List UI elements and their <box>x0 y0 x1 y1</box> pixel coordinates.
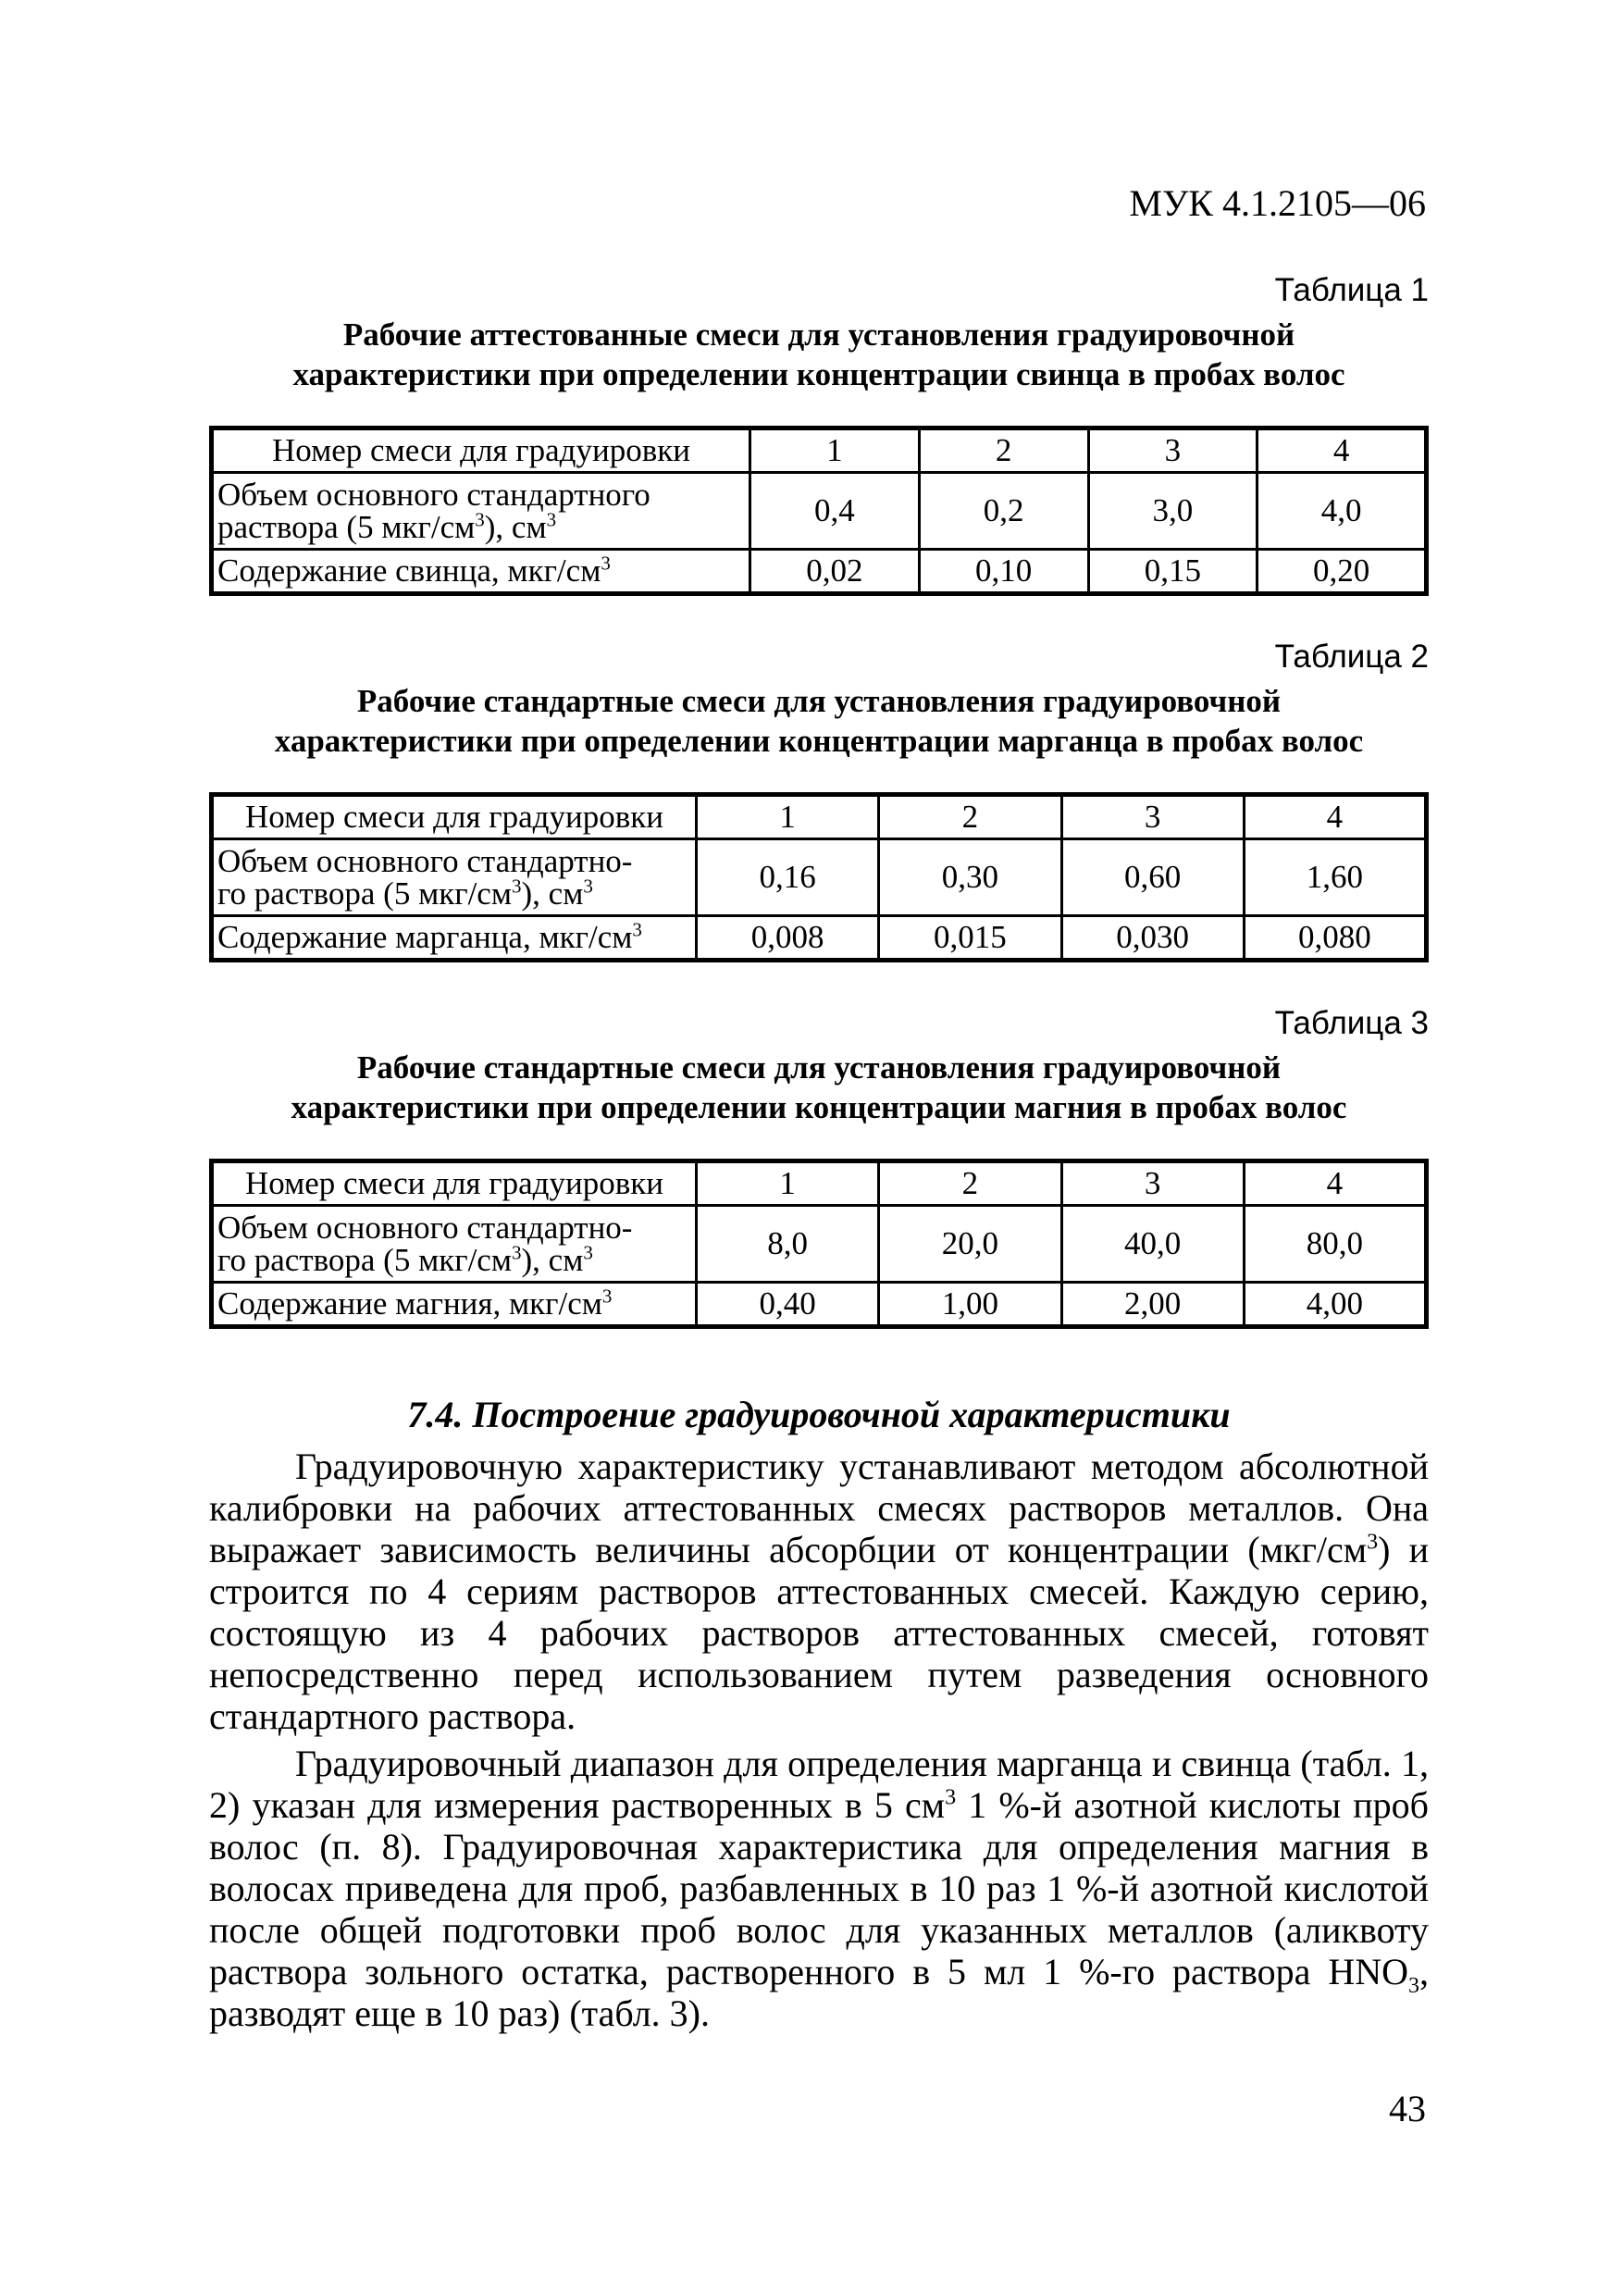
table-cell: 4,00 <box>1244 1283 1426 1327</box>
table3 <box>209 1159 1429 1329</box>
table-cell: 0,015 <box>879 916 1061 961</box>
table-cell: 2 <box>879 1161 1061 1206</box>
table1 <box>209 426 1429 596</box>
table-cell: 0,15 <box>1088 550 1258 594</box>
table-cell: 4,0 <box>1258 473 1427 550</box>
table-cell: 0,2 <box>919 473 1088 550</box>
table3-title-line1: Рабочие стандартные смеси для установления градуировочной <box>356 1049 1282 1086</box>
row-header: Объем основного стандартно- го раствора (5 мкг/$см^3$), $см^3$ <box>212 839 697 916</box>
table-cell: 0,20 <box>1258 550 1427 594</box>
row-header: Объем основного стандартно- го раствора (5 мкг/$см^3$), $см^3$ <box>212 1206 697 1283</box>
table-cell: 0,030 <box>1061 916 1244 961</box>
table2-title-line2: характеристики при определении концентрации марганца в пробах волос <box>274 723 1364 759</box>
table-row <box>212 916 1427 961</box>
table-row <box>212 1161 1427 1206</box>
table-cell: 1,60 <box>1244 839 1426 916</box>
table-cell: 0,30 <box>879 839 1061 916</box>
table-row <box>212 1283 1427 1327</box>
table-cell: 3 <box>1061 1161 1244 1206</box>
table-cell: 20,0 <box>879 1206 1061 1283</box>
row-header: Объем основного стандартного раствора (5 мкг/$см^3$), $см^3$ <box>212 473 750 550</box>
table2 <box>209 792 1429 962</box>
table-row <box>212 473 1427 550</box>
row-header: Номер смеси для градуировки <box>212 428 750 473</box>
table-cell: 1 <box>697 1161 879 1206</box>
row-header: Содержание свинца, мкг/$см^3$ <box>212 550 750 594</box>
table-row <box>212 1206 1427 1283</box>
section-heading: 7.4. Построение градуировочной характеристики <box>407 1394 1231 1435</box>
paragraph-1: Градуировочную характеристику устанавливают методом абсолютной калибровки на рабочих аттестованных смесях растворов металлов. Она выражает зависимость величины абсорбции от концентрации $(мкг/см^3)$ и строится по 4 сериям растворов аттестованных смесей. Каждую серию, состоящую из 4 рабочих растворов аттестованных смесей, готовят непосредственно перед использованием путем разведения основного стандартного раствора. <box>209 1446 1429 1737</box>
table1-title <box>209 315 1429 394</box>
table-cell: 8,0 <box>697 1206 879 1283</box>
row-header: Содержание магния, мкг/$см^3$ <box>212 1283 697 1327</box>
table-cell: 0,4 <box>750 473 920 550</box>
table3-title-line2: характеристики при определении концентрации магния в пробах волос <box>291 1089 1347 1125</box>
table2-title <box>209 681 1429 761</box>
table-row <box>212 795 1427 839</box>
table1-title-line2: характеристики при определении концентрации свинца в пробах волос <box>292 356 1345 392</box>
row-header: Номер смеси для градуировки <box>212 795 697 839</box>
table-cell: 3 <box>1088 428 1258 473</box>
table-cell: 4 <box>1244 1161 1426 1206</box>
row-header: Содержание марганца, мкг/$см^3$ <box>212 916 697 961</box>
table2-label: Таблица 2 <box>1274 639 1429 675</box>
section-body <box>209 1446 1429 2040</box>
table-cell: 3,0 <box>1088 473 1258 550</box>
table-cell: 4 <box>1244 795 1426 839</box>
table-cell: 1 <box>750 428 920 473</box>
table2-caption <box>209 637 1429 761</box>
table-row <box>212 550 1427 594</box>
table-cell: 0,080 <box>1244 916 1426 961</box>
table-cell: 0,60 <box>1061 839 1244 916</box>
table-cell: 2 <box>879 795 1061 839</box>
table-cell: 0,16 <box>697 839 879 916</box>
table-cell: 0,008 <box>697 916 879 961</box>
table1-title-line1: Рабочие аттестованные смеси для установления градуировочной <box>342 316 1295 353</box>
paragraph-2: Градуировочный диапазон для определения марганца и свинца (табл. 1, 2) указан для измерения растворенных в 5 $см^3$ 1 %-й азотной кислоты проб волос (п. 8). Градуировочная характеристика для определения магния в волосах приведена для проб, разбавленных в 10 раз 1 %-й азотной кислотой после общей подготовки проб волос для указанных металлов (аликвоту раствора зольного остатка, растворенного в 5 мл 1 %-го раствора $HNO_3$, разводят еще в 10 раз) (табл. 3). <box>209 1743 1429 2034</box>
table-row <box>212 839 1427 916</box>
table-cell: 40,0 <box>1061 1206 1244 1283</box>
table-cell: 3 <box>1061 795 1244 839</box>
table3-caption <box>209 1003 1429 1127</box>
table-cell: 80,0 <box>1244 1206 1426 1283</box>
table-row <box>212 428 1427 473</box>
page-number: 43 <box>1389 2088 1426 2129</box>
table3-title <box>209 1048 1429 1127</box>
table2-title-line1: Рабочие стандартные смеси для установления градуировочной <box>356 683 1282 719</box>
table-cell: 0,40 <box>697 1283 879 1327</box>
table-cell: 0,10 <box>919 550 1088 594</box>
table-cell: 1 <box>697 795 879 839</box>
table3-label: Таблица 3 <box>1274 1005 1429 1041</box>
table-cell: 0,02 <box>750 550 920 594</box>
table-cell: 2 <box>919 428 1088 473</box>
table-cell: 2,00 <box>1061 1283 1244 1327</box>
table1-label: Таблица 1 <box>1274 272 1429 308</box>
row-header: Номер смеси для градуировки <box>212 1161 697 1206</box>
table-cell: 1,00 <box>879 1283 1061 1327</box>
table1-caption <box>209 270 1429 394</box>
table-cell: 4 <box>1258 428 1427 473</box>
document-code: МУК 4.1.2105—06 <box>1129 182 1426 224</box>
